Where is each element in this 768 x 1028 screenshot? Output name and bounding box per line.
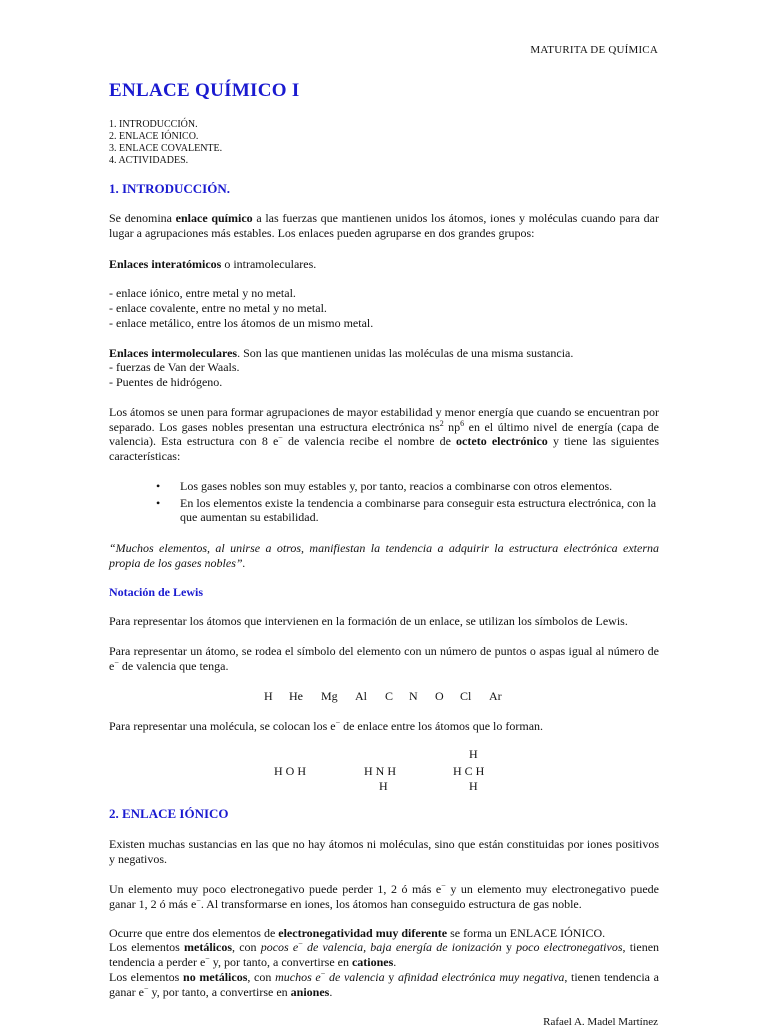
lewis-symbol: C (385, 689, 394, 703)
list-item: - Puentes de hidrógeno. (109, 375, 223, 389)
lewis-symbol: H (264, 689, 273, 703)
list-item: - enlace covalente, entre no metal y no metal. (109, 301, 327, 315)
lewis-symbol: Cl (460, 689, 472, 703)
list-item: • En los elementos existe la tendencia a combinarse para conseguir esta estructura electrónica, con la que aumentan su estabilidad. (156, 495, 657, 524)
molecule-methane-h: H (469, 779, 478, 793)
section-heading-enlace-ionico: 2. ENLACE IÓNICO (109, 806, 229, 821)
table-of-contents (109, 119, 222, 167)
ionic-paragraph-4: Los elementos metálicos, con pocos e− de valencia, baja energía de ionización y poco electronegativos, tienen tendencia a perder e− y, por tanto, a convertirse en cationes. (109, 939, 660, 969)
ionic-paragraph-1: Existen muchas sustancias en las que no hay átomos ni moléculas, sino que están constituidas por iones positivos y negativos. (109, 837, 659, 866)
list-item: - enlace iónico, entre metal y no metal. (109, 286, 296, 300)
intro-paragraph-2: Los átomos se unen para formar agrupaciones de mayor estabilidad y menor energía que cuando se encuentran por separado. Los gases nobles presentan una estructura electrónica $ns^2$ $np^6$ en el último nivel de energía (capa de valencia). Esta estructura con 8 e− de valencia recibe el nombre de octeto electrónico y tiene las siguientes características: (109, 405, 660, 463)
running-footer: Rafael A. Madel Martínez (543, 1016, 658, 1028)
bullet-icon: • (156, 479, 161, 493)
lewis-symbol: Ar (489, 689, 502, 703)
lewis-paragraph-3: Para representar una molécula, se colocan los e− de enlace entre los átomos que lo forman. (109, 718, 544, 733)
list-item: • Los gases nobles son muy estables y, por tanto, reacios a combinarse con otros elementos. (156, 479, 613, 493)
octet-characteristics-list (156, 479, 660, 527)
list-item: - fuerzas de Van der Waals. (109, 360, 240, 374)
molecule-ammonia: H N H (364, 764, 396, 778)
molecule-water: H O H (274, 764, 306, 778)
lewis-symbol: He (289, 689, 303, 703)
intro-paragraph-1: Se denomina enlace químico a las fuerzas que mantienen unidos los átomos, iones y moléculas cuando para dar lugar a agrupaciones más estables. Los enlaces pueden agruparse en dos grandes grupos: (109, 211, 659, 240)
lewis-symbol: Mg (321, 689, 338, 703)
running-header: MATURITA DE QUÍMICA (530, 44, 658, 56)
toc-item: 1. INTRODUCCIÓN. (109, 119, 198, 130)
interatomic-heading: Enlaces interatómicos o intramoleculares. (109, 257, 317, 271)
subheading-lewis: Notación de Lewis (109, 585, 203, 599)
lewis-symbol: N (409, 689, 418, 703)
page-title: ENLACE QUÍMICO I (109, 80, 300, 101)
molecule-ammonia-h: H (379, 779, 388, 793)
ionic-paragraph-2: Un elemento muy poco electronegativo puede perder 1, 2 ó más e− y un elemento muy electronegativo puede ganar 1, 2 ó más e−. Al transformarse en iones, los átomos han conseguido estructura de gas noble. (109, 881, 659, 911)
lewis-symbol: Al (355, 689, 367, 703)
list-item: - enlace metálico, entre los átomos de un mismo metal. (109, 316, 374, 330)
lewis-paragraph-2: Para representar un átomo, se rodea el símbolo del elemento con un número de puntos o aspas igual al número de e− de valencia que tenga. (109, 644, 659, 673)
lewis-paragraph-1: Para representar los átomos que intervienen en la formación de un enlace, se utilizan los símbolos de Lewis. (109, 614, 628, 628)
ionic-paragraph-5: Los elementos no metálicos, con muchos e− de valencia y afinidad electrónica muy negativa, tienen tendencia a ganar e− y, por tanto, a convertirse en aniones. (109, 969, 659, 999)
molecule-methane: H C H (453, 764, 485, 778)
lewis-symbol: O (435, 689, 444, 703)
ionic-paragraph-3: Ocurre que entre dos elementos de electronegatividad muy diferente se forma un ENLACE IÓNICO. (109, 926, 606, 940)
quote-paragraph: “Muchos elementos, al unirse a otros, manifiestan la tendencia a adquirir la estructura electrónica externa propia de los gases nobles”. (109, 541, 659, 570)
bullet-icon: • (156, 495, 161, 510)
toc-item: 2. ENLACE IÓNICO. (109, 131, 199, 142)
intermolecular-heading: Enlaces intermoleculares. Son las que mantienen unidas las moléculas de una misma sustancia. (109, 346, 574, 360)
molecule-methane-h: H (469, 747, 478, 761)
toc-item: 4. ACTIVIDADES. (109, 155, 189, 166)
toc-item: 3. ENLACE COVALENTE. (109, 143, 223, 154)
section-heading-introduccion: 1. INTRODUCCIÓN. (109, 181, 230, 196)
